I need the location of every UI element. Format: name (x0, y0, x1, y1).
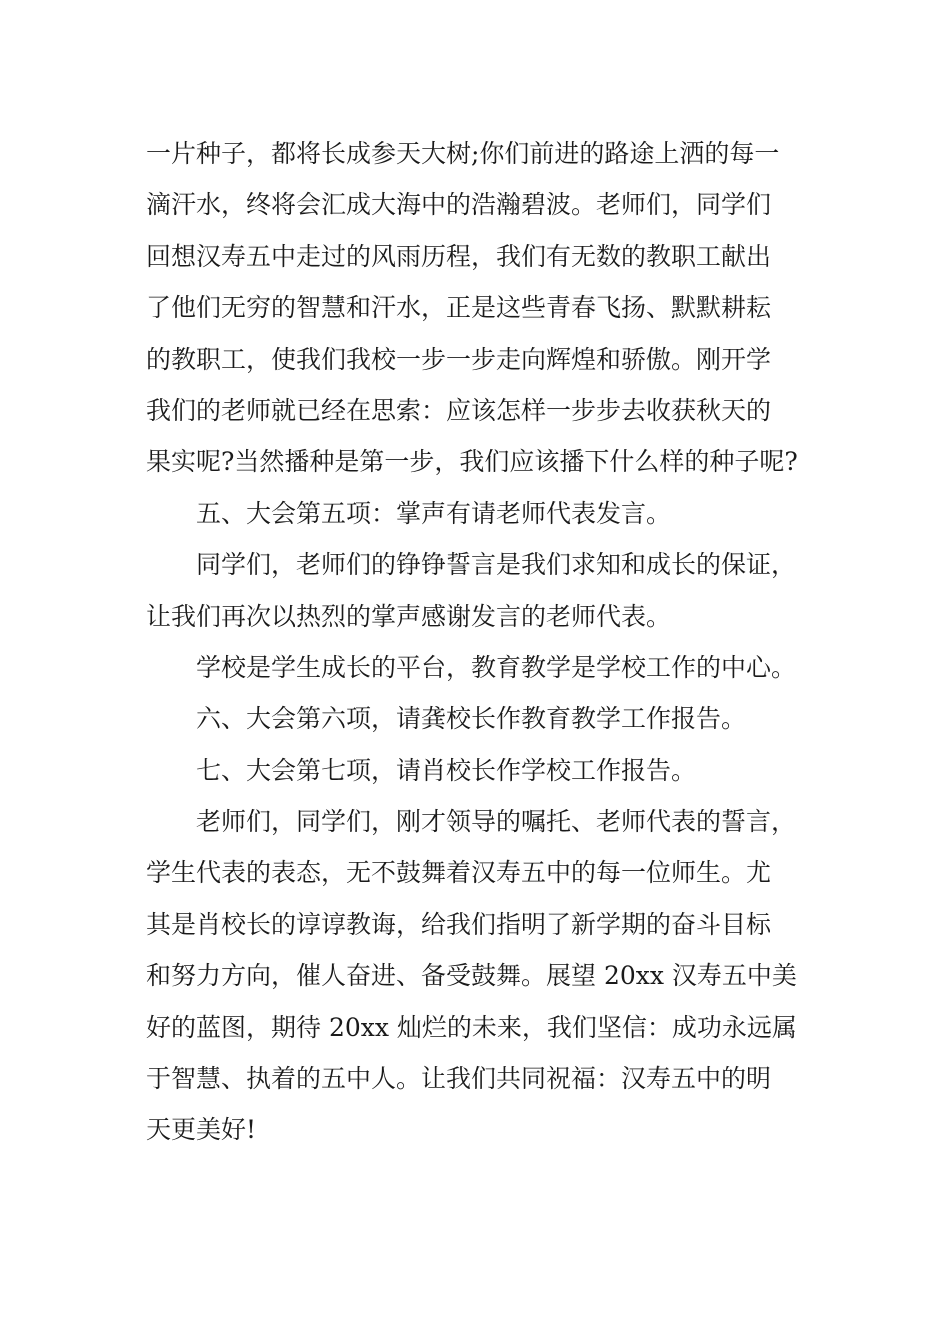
text-line: 让我们再次以热烈的掌声感谢发言的老师代表。 (146, 601, 672, 631)
text-line: 好的蓝图，期待 20xx 灿烂的未来，我们坚信：成功永远属 (146, 1012, 797, 1042)
text-line: 滴汗水，终将会汇成大海中的浩瀚碧波。老师们，同学们 (146, 190, 772, 220)
text-line: 和努力方向，催人奋进、备受鼓舞。展望 20xx 汉寿五中美 (146, 961, 797, 991)
text-line: 的教职工，使我们我校一步一步走向辉煌和骄傲。刚开学 (146, 344, 772, 374)
text-line: 天更美好! (146, 1115, 257, 1145)
text-line: 老师们，同学们，刚才领导的嘱托、老师代表的誓言， (196, 807, 797, 837)
text-line: 同学们，老师们的铮铮誓言是我们求知和成长的保证， (196, 550, 797, 580)
text-line: 于智慧、执着的五中人。让我们共同祝福：汉寿五中的明 (146, 1064, 772, 1094)
text-line: 我们的老师就已经在思索：应该怎样一步步去收获秋天的 (146, 395, 772, 425)
text-line: 了他们无穷的智慧和汗水，正是这些青春飞扬、默默耕耘 (146, 293, 772, 323)
text-line: 果实呢?当然播种是第一步，我们应该播下什么样的种子呢? (146, 447, 798, 477)
text-line: 学校是学生成长的平台，教育教学是学校工作的中心。 (196, 652, 797, 682)
text-line: 七、大会第七项，请肖校长作学校工作报告。 (196, 755, 697, 785)
text-line: 五、大会第五项：掌声有请老师代表发言。 (196, 498, 672, 528)
text-line: 其是肖校长的谆谆教诲，给我们指明了新学期的奋斗目标 (146, 909, 772, 939)
text-line: 学生代表的表态，无不鼓舞着汉寿五中的每一位师生。尤 (146, 858, 772, 888)
document-body (146, 128, 816, 1156)
text-line: 回想汉寿五中走过的风雨历程，我们有无数的教职工献出 (146, 241, 772, 271)
text-line: 六、大会第六项，请龚校长作教育教学工作报告。 (196, 704, 747, 734)
text-line: 一片种子，都将长成参天大树;你们前进的路途上洒的每一 (146, 139, 780, 168)
